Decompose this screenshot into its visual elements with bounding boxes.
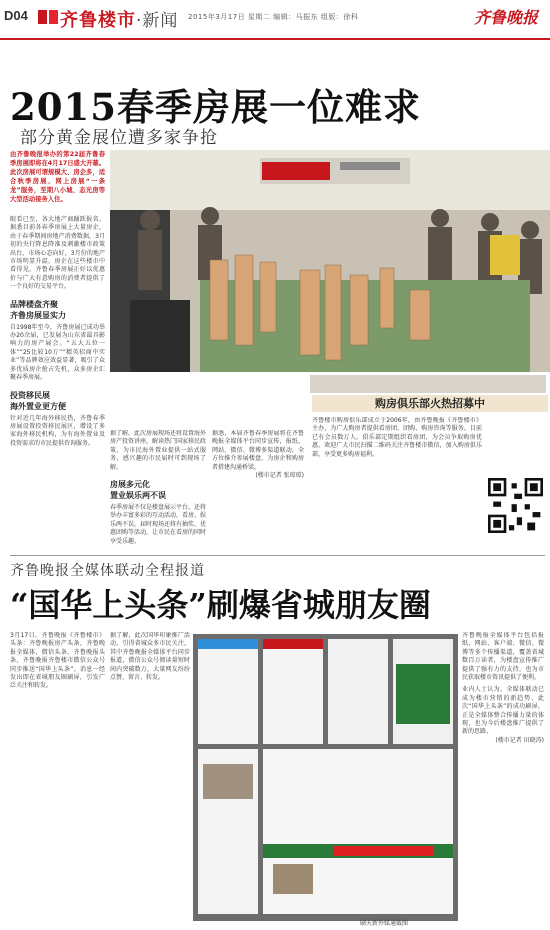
lead-column-2 [110,430,206,550]
lead-headline: 2015春季房展一位难求 [10,85,421,129]
subhead-1-sub: 齐鲁房展显实力 [10,310,66,320]
subhead-2-title: 投资移民展 [10,390,50,400]
lead-body-4: 据了解，此次房展现场还将设置海外房产投资讲座，解读热门国家移民政策，为市民海外置业提供一站式服务，感兴趣的市民届时可到现场了解。 [110,430,206,471]
screenshots-image [193,634,458,921]
lead-body-5: 春季房展不仅是楼盘展示平台，还将举办丰富多彩的互动活动，看房、娱乐两不误。届时现场还将有抽奖、优惠团购等活动，让市民在看房的同时享受乐趣。 [110,504,206,545]
lead-body-1: 眼看已至，各大地产商踊跃报名，据悉目前各春季房展上大量房企，由于春季期间房地产消费数据，3月初的央行降息降准及刺激楼市政策出台，市场心态向好，3月份的地产市场明显升温，房企在这些楼市中看得见，齐鲁春季房展正好以优惠价与广大有意购房的消费者提供了一个良好的交易平台。 [10,216,105,291]
screenshots-caption: 刷天新外媒通截图 [360,920,409,927]
qr-code-icon [488,478,543,533]
lead-body-6: 据悉，本届齐鲁春季房展将在齐鲁晚报全媒体平台同步宣传，报纸、网站、微信、微博多渠道联动，全方位推介参展楼盘，为房企和购房者搭建沟通桥梁。 [212,430,304,471]
lead-column-3 [212,430,304,550]
expo-photo [110,150,550,372]
subhead-2-sub: 海外置业更方便 [10,401,66,411]
second-column-1 [10,632,105,927]
section-divider [10,555,545,556]
subhead-3 [110,479,206,501]
expo-photo-image [110,150,550,372]
second-headline: “国华上头条”刷爆省城朋友圈 [10,586,431,624]
paper-logo: 齐鲁晚报 [473,8,538,27]
subhead-1 [10,299,105,321]
lead-byline: (楼市记者 张琼琼) [255,472,304,480]
second-byline: (楼市记者 田晓涛) [495,736,544,744]
page-number: D04 [4,8,28,23]
club-box-title: 购房俱乐部火热招募中 [312,395,548,412]
photo-strip [310,375,546,393]
section-name: 齐鲁楼市 [60,10,136,31]
second-body-3: 齐鲁晚报全媒体平台包括报纸、网站、客户端、微信、微博等多个传播渠道，覆盖省城数百万读者，为楼盘宣传推广提供了强有力的支持，也为市民获取楼市资讯提供了便利。 [462,632,544,682]
lead-column-1 [10,150,105,550]
lead-intro: 由齐鲁晚报举办的第22届齐鲁春季房展即将在4月17日盛大开幕。此次房展可谓规模大、房企多，适合秋季房展、网上房展“一条龙”服务，至期八小城、态光房等大型活动接务入住。 [10,151,105,203]
subhead-3-sub: 置业娱乐两不误 [110,491,166,501]
subhead-2 [10,390,105,412]
page-header [0,0,550,40]
lead-body-2: 自1998年至今，齐鲁房展已成功举办20余届，已发展为山东省最具影响力的房产展会。“五大五位一体”“25比较10万”“精英招商中实业”等品牌效应效益显著，吸引了众多优质房企抢占先机，众多房企汇聚春季房展。 [10,323,105,382]
second-body-4: 业内人士认为，全媒体联动已成为楼市营销的新趋势，此次“国华上头条”的成功刷屏，正是全媒体整合传播力量的体现，也为今后楼盘推广提供了新的思路。 [462,686,544,736]
second-column-2 [110,632,190,927]
second-kicker: 齐鲁晚报全媒体联动全程报道 [10,563,205,579]
section-subname: ·新闻 [136,11,179,31]
second-body-2: 据了解，此次国华印象推广活动，引得省城众多市民关注，其中齐鲁晚报全媒体平台同步报道，微信公众号阅读量短时间内突破数万，大量网友纷纷点赞、留言、转发。 [110,632,190,682]
lead-body-3: 针对近几年海外移民热，齐鲁春季房展设置投资移民展区，增设了多家海外移民机构，为有海外置业及投资需求的市民提供咨询服务。 [10,414,105,447]
lead-subhead: 部分黄金展位遭多家争抢 [20,128,218,148]
second-body-1: 3月17日，齐鲁晚报《齐鲁楼市》头条：齐鲁晚报房产头条，齐鲁晚报全媒体，微信头条、齐鲁晚报头条、齐鲁晚报齐鲁楼市微信公众号同步推送“国华上头条”。消息一经发出即在省城朋友圈刷屏，引发广泛关注和转发。 [10,632,105,690]
subhead-3-title: 房展多元化 [110,480,150,490]
section-title [60,6,178,32]
club-box-text: 齐鲁楼市购房俱乐部成立于2006年，由齐鲁晚报《齐鲁楼市》主办，为广大购房者提供看房团、团购、购房咨询等服务。目前已有会员数万人。俱乐部定期组织看房团，为会员争取购房优惠，欢迎广大市民扫描二维码关注齐鲁楼市微信，加入购房俱乐部，享受更多购房福利。 [312,417,482,458]
section-logo-icon [38,8,58,26]
date-line: 2015年3月17日 星期二 编辑：马振东 组版：徐科 [188,13,359,21]
second-column-3 [462,632,544,927]
subhead-1-title: 品牌楼盘齐聚 [10,299,58,309]
screenshots-collage [193,634,458,921]
